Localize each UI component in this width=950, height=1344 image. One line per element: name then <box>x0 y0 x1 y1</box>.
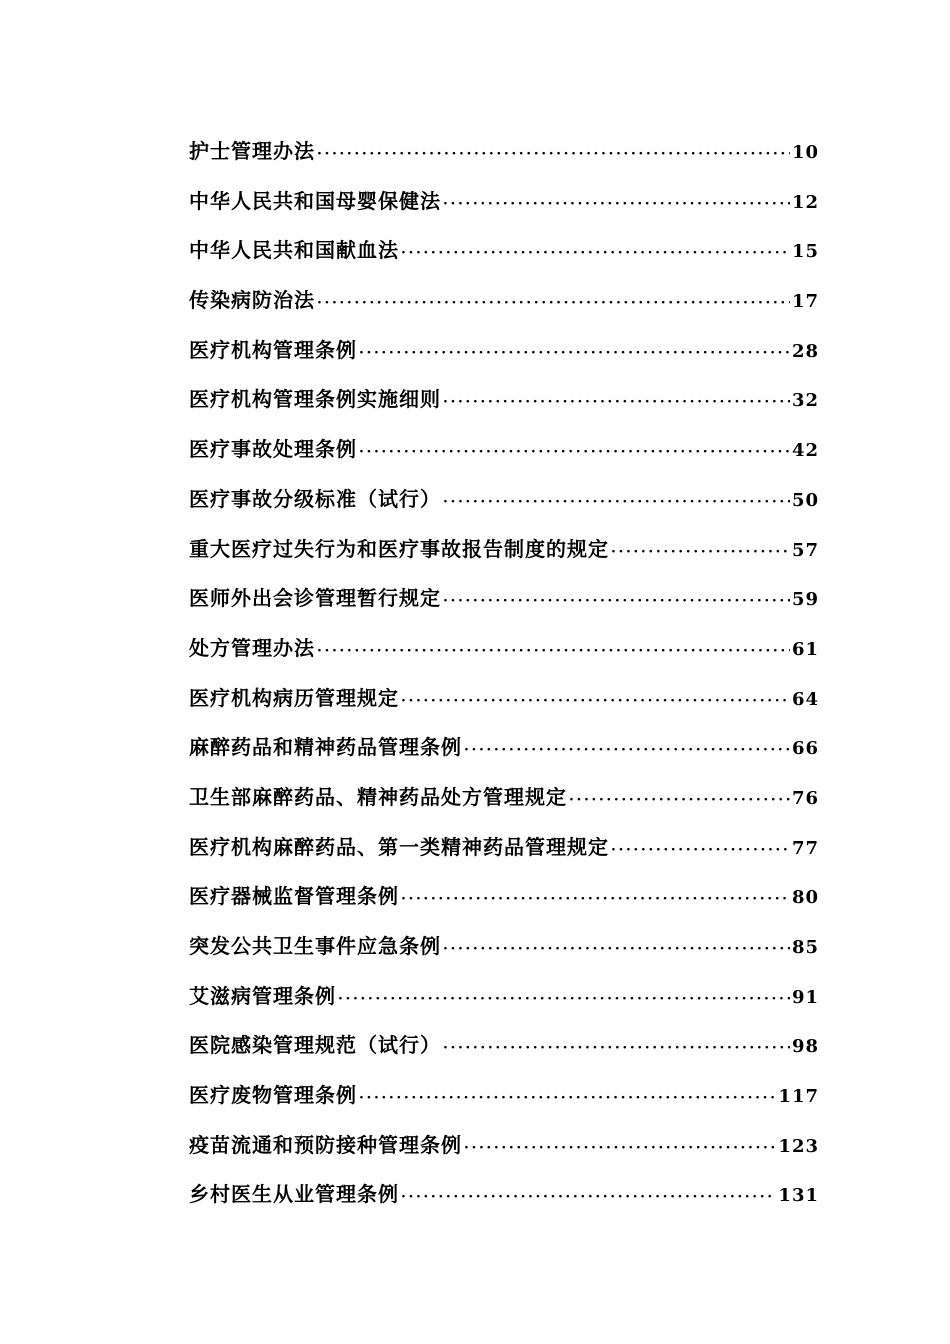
dot-leader <box>359 329 790 379</box>
toc-entry-page: 28 <box>791 340 819 362</box>
dot-leader <box>317 130 790 180</box>
toc-entry-page: 59 <box>791 589 819 611</box>
dot-leader <box>464 1124 776 1174</box>
toc-entry-title: 医疗机构麻醉药品、第一类精神药品管理规定 <box>189 834 609 859</box>
toc-entry-page: 76 <box>791 787 819 809</box>
toc-entry[interactable] <box>189 1071 819 1121</box>
toc-entry[interactable] <box>189 1021 819 1071</box>
dot-leader <box>359 428 790 478</box>
toc-entry-page: 80 <box>791 887 819 909</box>
toc-entry-title: 医疗机构病历管理规定 <box>189 685 399 710</box>
toc-entry-title: 医疗事故处理条例 <box>189 437 357 462</box>
toc-entry[interactable] <box>189 475 819 525</box>
dot-leader <box>338 975 790 1025</box>
toc-entry-page: 131 <box>778 1185 819 1207</box>
toc-entry-title: 医疗废物管理条例 <box>189 1083 357 1108</box>
toc-entry[interactable] <box>189 922 819 972</box>
toc-entry[interactable] <box>189 624 819 674</box>
toc-entry-page: 77 <box>791 837 819 859</box>
toc-entry-page: 42 <box>791 440 819 462</box>
toc-entry-page: 12 <box>791 191 819 213</box>
toc-entry-title: 中华人民共和国母婴保健法 <box>189 188 441 213</box>
toc-entry-title: 中华人民共和国献血法 <box>189 238 399 263</box>
toc-entry[interactable] <box>189 177 819 227</box>
toc-entry[interactable] <box>189 276 819 326</box>
toc-entry[interactable] <box>189 127 819 177</box>
toc-entry[interactable] <box>189 972 819 1022</box>
dot-leader <box>401 1173 776 1223</box>
dot-leader <box>443 378 790 428</box>
toc-entry-title: 医院感染管理规范（试行） <box>189 1033 441 1058</box>
toc-entry-title: 麻醉药品和精神药品管理条例 <box>189 735 462 760</box>
dot-leader <box>359 1074 776 1124</box>
table-of-contents <box>189 127 819 1220</box>
toc-entry-page: 15 <box>791 241 819 263</box>
dot-leader <box>401 875 790 925</box>
dot-leader <box>443 180 790 230</box>
toc-entry[interactable] <box>189 425 819 475</box>
toc-entry-page: 123 <box>778 1135 819 1157</box>
toc-entry-page: 17 <box>791 291 819 313</box>
dot-leader <box>464 726 790 776</box>
toc-entry-page: 91 <box>791 986 819 1008</box>
toc-entry[interactable] <box>189 326 819 376</box>
toc-entry[interactable] <box>189 773 819 823</box>
toc-entry-title: 处方管理办法 <box>189 635 315 660</box>
toc-entry[interactable] <box>189 1170 819 1220</box>
toc-entry-page: 57 <box>791 539 819 561</box>
toc-entry-page: 50 <box>791 489 819 511</box>
toc-entry-title: 护士管理办法 <box>189 139 315 163</box>
toc-entry-title: 医师外出会诊管理暂行规定 <box>189 586 441 611</box>
toc-entry[interactable] <box>189 226 819 276</box>
toc-entry[interactable] <box>189 723 819 773</box>
toc-entry-title: 疫苗流通和预防接种管理条例 <box>189 1132 462 1157</box>
toc-entry[interactable] <box>189 525 819 575</box>
toc-entry-page: 10 <box>791 142 819 163</box>
toc-entry-page: 64 <box>791 688 819 710</box>
dot-leader <box>443 925 790 975</box>
toc-entry-page: 32 <box>791 390 819 412</box>
dot-leader <box>317 627 790 677</box>
toc-entry-title: 医疗器械监督管理条例 <box>189 884 399 909</box>
dot-leader <box>401 229 790 279</box>
dot-leader <box>569 776 790 826</box>
toc-entry-title: 医疗机构管理条例 <box>189 337 357 362</box>
toc-entry-title: 突发公共卫生事件应急条例 <box>189 934 441 958</box>
toc-entry-title: 医疗事故分级标准（试行） <box>189 486 441 511</box>
toc-entry-title: 重大医疗过失行为和医疗事故报告制度的规定 <box>189 536 609 561</box>
dot-leader <box>443 478 790 528</box>
toc-entry-title: 医疗机构管理条例实施细则 <box>189 387 441 412</box>
toc-entry[interactable] <box>189 872 819 922</box>
toc-entry-page: 117 <box>778 1086 819 1108</box>
toc-entry-page: 66 <box>791 738 819 760</box>
dot-leader <box>317 279 790 329</box>
toc-entry[interactable] <box>189 823 819 873</box>
dot-leader <box>611 826 790 876</box>
toc-entry[interactable] <box>189 1121 819 1171</box>
toc-entry-page: 61 <box>791 638 819 660</box>
dot-leader <box>443 1024 790 1074</box>
toc-entry-page: 85 <box>791 937 819 958</box>
dot-leader <box>611 528 790 578</box>
toc-entry[interactable] <box>189 674 819 724</box>
toc-entry-title: 卫生部麻醉药品、精神药品处方管理规定 <box>189 784 567 809</box>
dot-leader <box>443 577 790 627</box>
toc-entry[interactable] <box>189 375 819 425</box>
toc-entry-title: 乡村医生从业管理条例 <box>189 1182 399 1207</box>
dot-leader <box>401 677 790 727</box>
toc-entry-title: 艾滋病管理条例 <box>189 983 336 1008</box>
toc-entry-title: 传染病防治法 <box>189 288 315 313</box>
toc-entry[interactable] <box>189 574 819 624</box>
toc-entry-page: 98 <box>791 1036 819 1058</box>
